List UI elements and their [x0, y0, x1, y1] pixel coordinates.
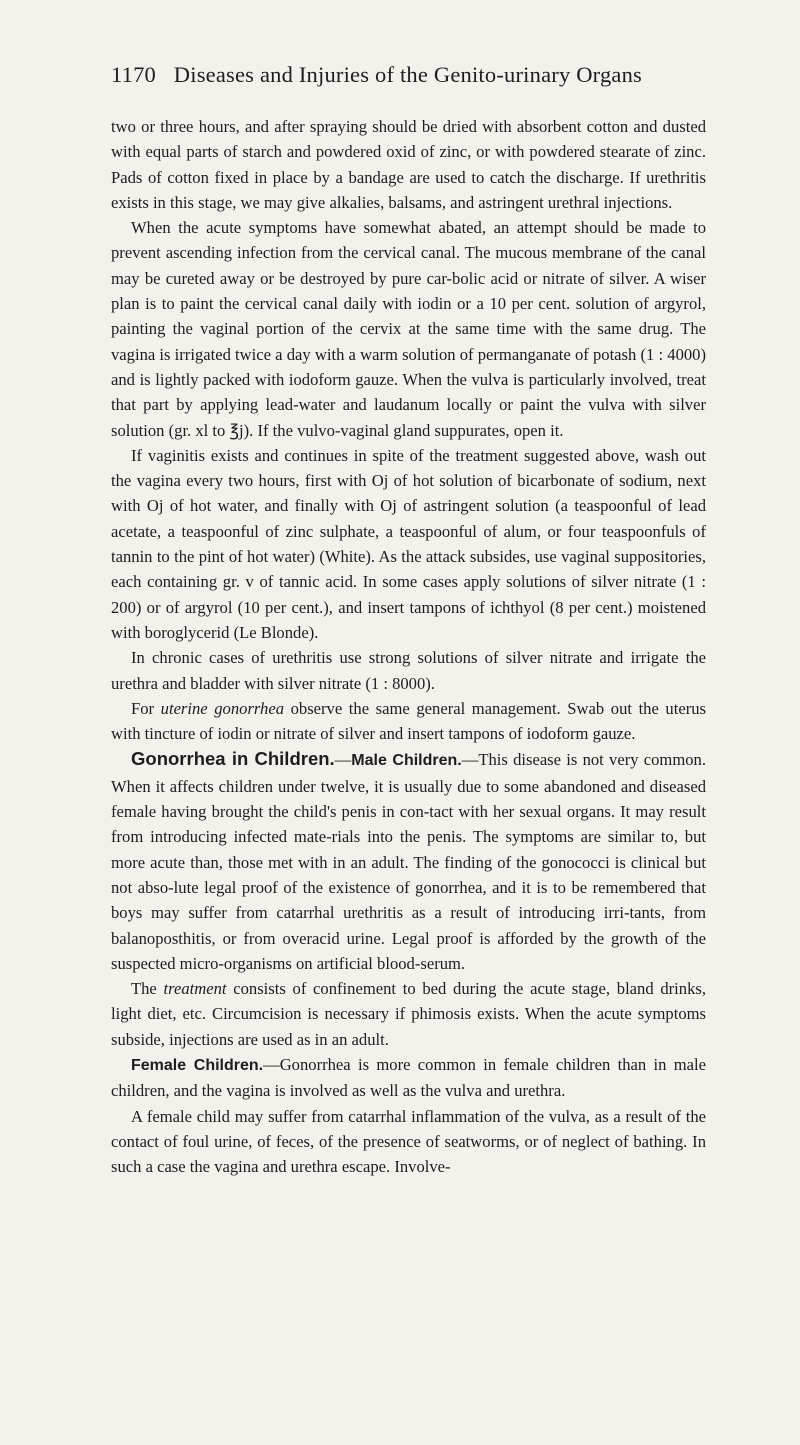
italic-term: treatment [163, 979, 227, 999]
paragraph-chronic-urethritis: In chronic cases of urethritis use strong solutions of silver nitrate and irrigate the urethra and bladder with silver nitrate (1 : 8000). [111, 648, 706, 693]
paragraph-vaginitis: If vaginitis exists and continues in spite of the treatment suggested above, wash out the vagina every two hours, first with Oj of hot solution of bicarbonate of sodium, next with Oj of hot water, and finally with Oj of astringent solution (a teaspoonful of lead acetate, a teaspoonful of zinc sulphate, a teaspoonful of alum, or four teaspoonfuls of tannin to the pint of hot water) (White). As the attack subsides, use vaginal suppositories, each containing gr. v of tannic acid. In some cases apply solutions of silver nitrate (1 : 200) or of argyrol (10 per cent.), and insert tampons of ichthyol (8 per cent.) moistened with boroglycerid (Le Blonde). [111, 445, 706, 642]
paragraph-catarrhal-inflammation: A female child may suffer from catarrhal inflammation of the vulva, as a result of the contact of foul urine, of feces, of the presence of seatworms, or of neglect of bathing. In such a case the vagina and urethra escape. Involve- [111, 1106, 706, 1177]
running-header [111, 62, 691, 88]
text-run: observe the same general management. Swab out the uterus with tincture of iodin or nitrate of silver and insert tampons of iodoform gauze. [111, 698, 706, 744]
paragraph-female-children [111, 1052, 706, 1104]
paragraph-treatment [111, 976, 706, 1052]
subsection-heading-male: Male Children. [351, 752, 462, 770]
text-run: —Gonorrhea is more common in female children than in male children, and the vagina is involved as well as the vulva and urethra. [111, 1054, 706, 1101]
text-run: For [131, 698, 161, 718]
text-run: The [131, 979, 164, 999]
subsection-heading-female: Female Children. [131, 1056, 264, 1074]
body-text [111, 114, 706, 1179]
paragraph-continued: two or three hours, and after spraying should be dried with absorbent cotton and dusted with equal parts of starch and powdered oxid of zinc, or with powdered stearate of zinc. Pads of cotton fixed in place by a bandage are used to catch the discharge. If urethritis exists in this stage, we may give alkalies, balsams, and astringent urethral injections. [111, 117, 706, 212]
section-heading: Gonorrhea in Children. [131, 748, 335, 770]
paragraph-ascending-infection: When the acute symptoms have somewhat abated, an attempt should be made to prevent ascending infection from the cervical canal. The mucous membrane of the canal may be cureted away or be destroyed by pure car-bolic acid or nitrate of silver. A wiser plan is to paint the cervical canal daily with iodin or a 10 per cent. solution of argyrol, painting the vaginal portion of the cervix at the same time with the same drug. The vagina is irrigated twice a day with a warm solution of permanganate of potash (1 : 4000) and is lightly packed with iodoform gauze. When the vulva is particularly involved, treat that part by applying lead-water and laudanum locally or paint the vulva with silver solution (gr. xl to ℥j). If the vulvo-vaginal gland suppurates, open it. [111, 218, 706, 440]
page-number: 1170 [111, 62, 156, 87]
paragraph-uterine-gonorrhea [111, 696, 706, 747]
text-run: consists of confinement to bed during the acute stage, bland drinks, light diet, etc. Circumcision is necessary if phimosis exists. When the acute symptoms subside, injections are used as in an adult. [111, 979, 706, 1049]
running-title: Diseases and Injuries of the Genito-urinary Organs [173, 62, 643, 87]
text-run: —This disease is not very common. When it affects children under twelve, it is usually due to some abandoned and diseased female having brought the child's penis in con-tact with her sexual organs. It may result from introducing infected mate-rials into the penis. The symptoms are similar to, but more acute than, those met with in an adult. The finding of the gonococci is clinical but not abso-lute legal proof of the existence of gonorrhea, and it is to be remembered that boys may suffer from catarrhal urethritis as a result of introducing irri-tants, from balanoposthitis, or from overacid urine. Legal proof is afforded by the growth of the suspected micro-organisms on artificial blood-serum. [111, 750, 706, 973]
italic-term: uterine gonorrhea [160, 698, 285, 718]
em-dash: — [334, 750, 352, 770]
paragraph-male-children [111, 746, 706, 976]
